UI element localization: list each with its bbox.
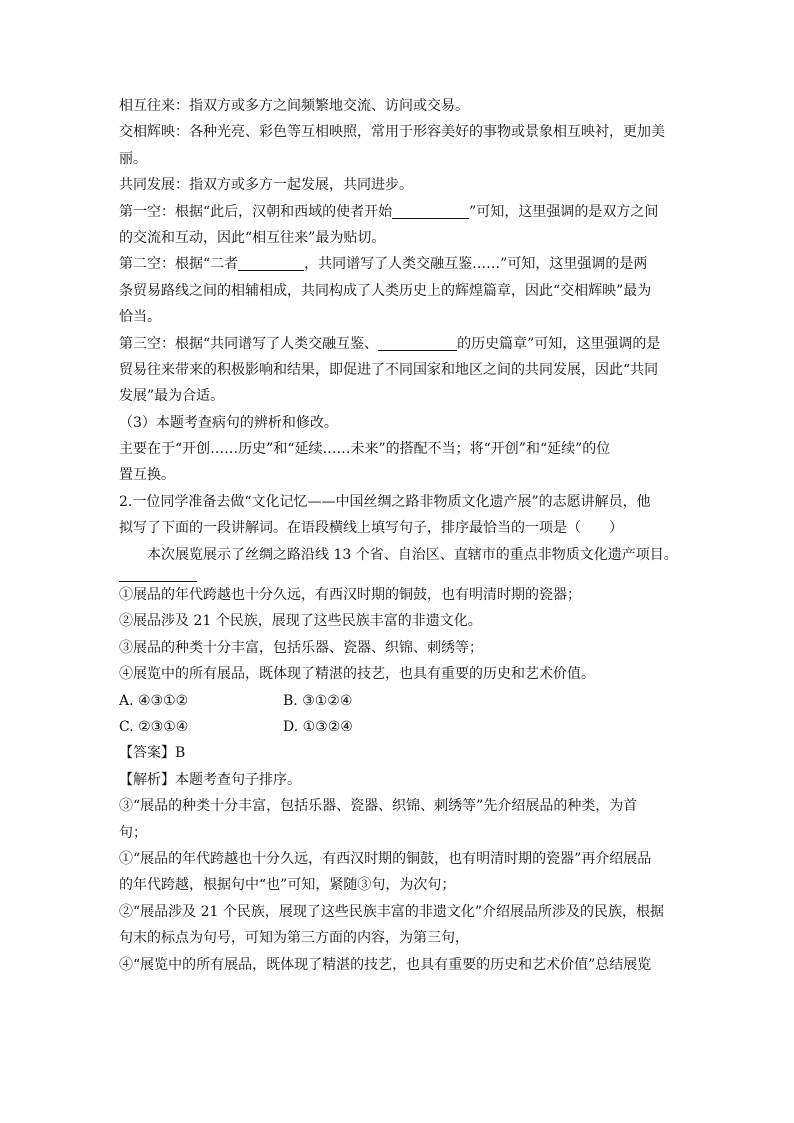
text-segment: 的历史篇章”可知，这里强调的是 — [457, 335, 661, 352]
question-line: 2.一位同学准备去做“文化记忆——中国丝绸之路非物质文化遗产展”的志愿讲解员，他 — [119, 493, 651, 510]
text-line: 恰当。 — [119, 309, 161, 326]
answer-blank — [392, 203, 469, 219]
blank-explanation-1 — [119, 199, 679, 225]
option-a: A. ④③①② — [119, 692, 189, 709]
text-line: 的交流和互动，因此“相互往来”最为贴切。 — [119, 229, 386, 246]
analysis-line: ②“展品涉及 21 个民族，展现了这些民族丰富的非遗文化”介绍展品所涉及的民族，根据 — [119, 903, 665, 920]
text-segment: ”可知，这里强调的是双方之间 — [469, 203, 659, 220]
definition-line: 丽。 — [119, 150, 147, 167]
analysis-line: ③“展品的种类十分丰富，包括乐器、瓷器、织锦、刺绣等”先介绍展品的种类，为首 — [119, 798, 638, 815]
text-segment: 第三空：根据“共同谱写了人类交融互鉴、 — [119, 335, 379, 352]
text-line: （3）本题考查病句的辨析和修改。 — [119, 414, 338, 431]
option-d: D. ①③②④ — [283, 718, 353, 735]
analysis-line: 的年代跨越，根据句中“也”可知，紧随③句，为次句； — [119, 877, 456, 894]
options-row — [119, 714, 679, 740]
definition-line: 交相辉映：各种光亮、彩色等互相映照，常用于形容美好的事物或景象相互映衬，更加美 — [119, 124, 665, 141]
sentence-item: ④展览中的所有展品，既体现了精湛的技艺，也具有重要的历史和艺术价值。 — [119, 666, 595, 683]
text-line: 贸易往来带来的积极影响和结果，即促进了不同国家和地区之间的共同发展，因此“共同 — [119, 361, 659, 378]
sentence-item: ③展品的种类十分丰富，包括乐器、瓷器、织锦、刺绣等； — [119, 639, 483, 656]
definition-line: 相互往来：指双方或多方之间频繁地交流、访问或交易。 — [119, 98, 469, 114]
analysis-line: 【解析】本题考查句子排序。 — [119, 771, 301, 788]
analysis-line: ①“展品的年代跨越也十分久远，有西汉时期的铜鼓，也有明清时期的瓷器”再介绍展品 — [119, 850, 652, 867]
definition-line: 共同发展：指双方或多方一起发展，共同进步。 — [119, 177, 413, 194]
text-segment: 第一空：根据“此后，汉朝和西域的使者开始 — [119, 203, 393, 220]
text-line: 发展”最为合适。 — [119, 388, 225, 405]
passage-text: 本次展览展示了丝绸之路沿线 13 个省、自治区、直辖市的重点非物质文化遗产项目。 — [147, 546, 678, 563]
option-c: C. ②③①④ — [119, 718, 189, 735]
answer-line: 【答案】B — [119, 745, 186, 762]
analysis-line: ④“展览中的所有展品，既体现了精湛的技艺，也具有重要的历史和艺术价值”总结展览 — [119, 956, 652, 973]
document-page — [119, 93, 679, 978]
analysis-line: 句； — [119, 824, 147, 841]
answer-blank — [378, 335, 457, 351]
blank-explanation-2 — [119, 251, 679, 277]
passage-blank-line — [119, 568, 197, 582]
options-row — [119, 688, 679, 714]
option-b: B. ③①②④ — [283, 692, 353, 709]
text-line: 主要在于“开创……历史”和“延续……未来”的搭配不当；将“开创”和“延续”的位 — [119, 441, 611, 458]
text-segment: 第二空：根据“二者 — [119, 256, 239, 273]
blank-explanation-3 — [119, 331, 679, 357]
sentence-item: ①展品的年代跨越也十分久远，有西汉时期的铜鼓，也有明清时期的瓷器； — [119, 587, 581, 604]
text-line: 置互换。 — [119, 467, 175, 484]
sentence-item: ②展品涉及 21 个民族，展现了这些民族丰富的非遗文化。 — [119, 613, 482, 630]
text-segment: ，共同谱写了人类交融互鉴……”可知，这里强调的是两 — [304, 256, 648, 273]
text-line: 条贸易路线之间的相辅相成，共同构成了人类历史上的辉煌篇章，因此“交相辉映”最为 — [119, 282, 652, 299]
analysis-line: 句末的标点为句号，可知为第三方面的内容，为第三句， — [119, 930, 469, 947]
answer-blank — [238, 255, 304, 271]
question-line: 拟写了下面的一段讲解词。在语段横线上填写句子，排序最恰当的一项是（ ） — [119, 520, 623, 537]
